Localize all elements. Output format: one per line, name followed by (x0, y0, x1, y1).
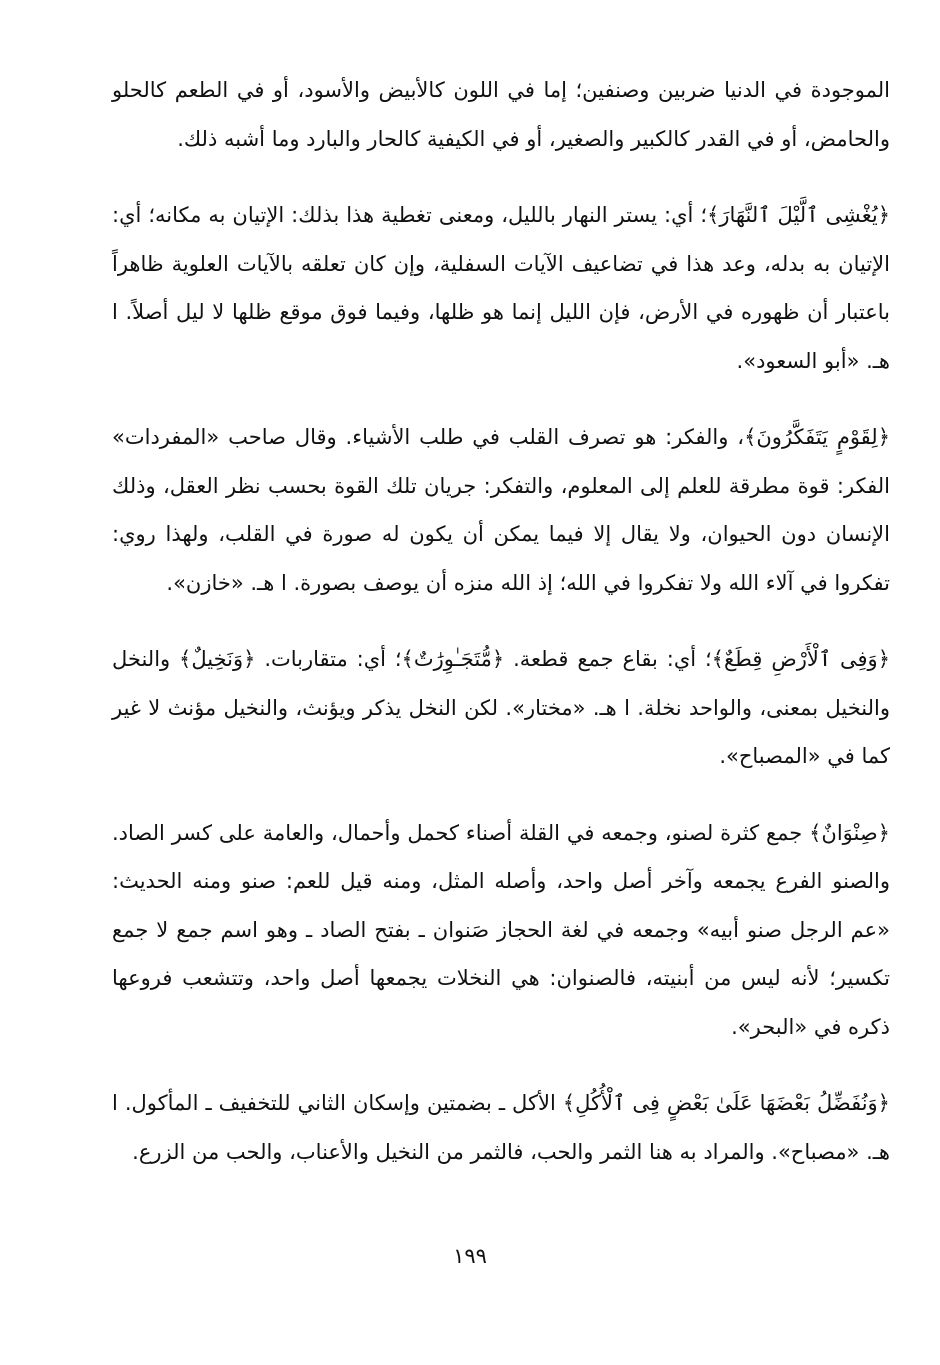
page-body (112, 66, 890, 1204)
paragraph-5 (112, 809, 890, 1052)
paragraph-4 (112, 635, 890, 781)
paragraph-6 (112, 1079, 890, 1176)
paragraph-text: الموجودة في الدنيا ضربين وصنفين؛ إما في اللون كالأبيض والأسود، أو في الطعم كالحلو والحامض، أو في القدر كالكبير والصغير، أو في الكيفية كالحار والبارد وما أشبه ذلك. (112, 78, 890, 151)
paragraph-text: ﴿وَنُفَضِّلُ بَعْضَهَا عَلَىٰ بَعْضٍ فِى ٱلْأُكُلِ﴾ الأكل ـ بضمتين وإسكان الثاني للتخفيف ـ المأكول. ا هـ. «مصباح». والمراد به هنا الثمر والحب، فالثمر من النخيل والأعناب، والحب من الزرع. (112, 1091, 890, 1164)
paragraph-text: ﴿وَفِى ٱلْأَرْضِ قِطَعٌ﴾؛ أي: بقاع جمع قطعة. ﴿مُّتَجَـٰوِرَٰتٌ﴾؛ أي: متقاربات. ﴿وَنَخِيلٌ﴾ والنخل والنخيل بمعنى، والواحد نخلة. ا هـ. «مختار». لكن النخل يذكر ويؤنث، والنخيل مؤنث لا غير كما في «المصباح». (112, 647, 890, 768)
paragraph-text: ﴿يُغْشِى ٱلَّيْلَ ٱلنَّهَارَ﴾؛ أي: يستر النهار بالليل، ومعنى تغطية هذا بذلك: الإتيان به مكانه؛ أي: الإتيان به بدله، وعد هذا في تضاعيف الآيات السفلية، وإن كان تعلقه بالآيات العلوية ظاهراً باعتبار أن ظهوره في الأرض، فإن الليل إنما هو ظلها، وفيما فوق موقع ظلها لا ليل أصلاً. ا هـ. «أبو السعود». (112, 203, 890, 373)
paragraph-text: ﴿لِقَوْمٍ يَتَفَكَّرُونَ﴾، والفكر: هو تصرف القلب في طلب الأشياء. وقال صاحب «المفردات» الفكر: قوة مطرقة للعلم إلى المعلوم، والتفكر: جريان تلك القوة بحسب نظر العقل، وذلك الإنسان دون الحيوان، ولا يقال إلا فيما يمكن أن يكون له صورة في القلب، ولهذا روي: تفكروا في آلاء الله ولا تفكروا في الله؛ إذ الله منزه أن يوصف بصورة. ا هـ. «خازن». (112, 425, 890, 595)
paragraph-2 (112, 191, 890, 385)
paragraph-1 (112, 66, 890, 163)
page-number: ١٩٩ (453, 1244, 487, 1268)
paragraph-3 (112, 413, 890, 607)
paragraph-text: ﴿صِنْوَانٌ﴾ جمع كثرة لصنو، وجمعه في القلة أصناء كحمل وأحمال، والعامة على كسر الصاد. والصنو الفرع يجمعه وآخر أصل واحد، وأصله المثل، ومنه قيل للعم: صنو ومنه الحديث: «عم الرجل صنو أبيه» وجمعه في لغة الحجاز صَنوان ـ بفتح الصاد ـ وهو اسم جمع لا جمع تكسير؛ لأنه ليس من أبنيته، فالصنوان: هي النخلات يجمعها أصل واحد، وتتشعب فروعها ذكره في «البحر». (112, 820, 890, 1039)
